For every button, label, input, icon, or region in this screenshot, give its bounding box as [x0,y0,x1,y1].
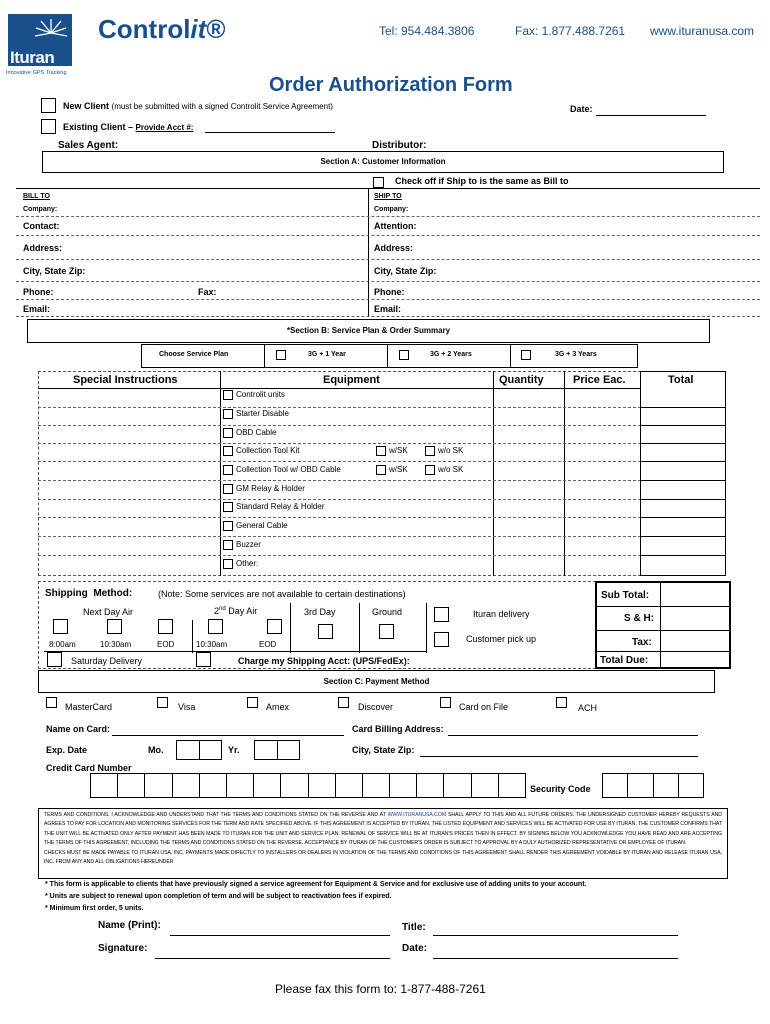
title-label: Title: [402,922,426,933]
new-client-label [63,101,333,111]
plan-2-label: 3G + 2 Years [430,351,472,358]
total-row-line [640,425,726,426]
equipment-item[interactable] [223,502,325,512]
quantity-header: Quantity [499,374,544,386]
sk-option[interactable] [376,446,408,456]
ship-divider [290,603,291,653]
time-label: EOD [157,640,175,649]
company-line[interactable] [16,216,760,217]
acct-number-field[interactable] [205,132,335,133]
ship-divider [426,603,427,653]
section-b-header [27,319,710,343]
wos-label: w/o SK [438,446,464,456]
total-row-line [640,407,726,408]
note-line: * Minimum first order, 5 units. [45,905,144,912]
mastercard-label: MasterCard [65,702,113,712]
ship-2nd-1030am-checkbox[interactable] [208,619,223,634]
time-row-rule [44,651,427,652]
equipment-item[interactable] [223,559,258,569]
ship-2nd-eod-checkbox[interactable] [267,619,282,634]
totals-line [595,651,731,652]
ship-divider [359,603,360,653]
ituran-delivery-label: Ituran delivery [473,609,530,619]
terms-part-1: TERMS AND CONDITIONS. I ACKNOWLEDGE AND UNDERSTAND THAT THE TERMS AND CONDITIONS STATED ON THE REVERSE AND AT [44,812,388,818]
equipment-item[interactable] [223,484,305,494]
terms-box [38,808,728,879]
yr-label: Yr. [228,745,240,755]
brand-pre: Control [98,14,191,44]
total-row-line [640,443,726,444]
plan-3-label: 3G + 3 Years [555,351,597,358]
city-state-label: City, State Zip: [352,745,415,755]
ship-same-checkbox[interactable] [373,177,384,188]
email-line[interactable] [16,316,760,317]
contact-line[interactable] [16,235,760,236]
ship-8am-checkbox[interactable] [53,619,68,634]
equipment-item[interactable] [223,540,261,550]
terms-part-2: SHALL APPLY TO THIS AND ALL FUTURE ORDERS. THE UNDERSIGNED CUSTOMER HEREBY REQUESTS AND AGREES TO PAY FOR LOCATION AND MONITORING SERVICES FOR THE TERM AND RATE SPECIFIED ABOVE. IF THIS AGREEMENT IS ACCEPTED BY ITURAN, THE LISTED EQUIPMENT AND SERVICES WILL BE ACTIVATED FOR USE BY ITURAN. THE CUSTOMER CONFIRMS THAT THE UNIT WILL BE ACTIVATED ONLY AFTER PAYMENT HAS BEEN MADE TO ITURAN FOR THE UNIT AND SERVICE PLAN. RENEWAL OF SERVICE WILL BE AT ITURAN'S PRICES THEN IN EFFECT. BY SIGNING BELOW YOU ACKNOWLEDGE YOU HAVE READ AND ARE ACCEPTING THE TERMS OF THIS AGREEMENT, INCLUDING THE TERMS AND CONDITIONS STATED ON THE REVERSE. ACCEPTANCE BY ITURAN OF THE CUSTOMER'S ORDER IS SUBJECT TO APPROVAL BY A DULY AUTHORIZED REPRESENTATIVE OR EMPLOYEE OF ITURAN. [44,812,722,847]
city-line[interactable] [16,281,760,282]
item-label: Collection Tool w/ OBD Cable [236,465,341,475]
saturday-checkbox[interactable] [47,652,62,667]
exp-month-split [199,740,200,760]
plan-1-checkbox[interactable] [276,350,286,360]
security-code-field[interactable] [602,773,704,798]
name-on-card-label: Name on Card: [46,724,111,734]
total-header: Total [668,374,694,386]
order-col-3 [564,371,565,576]
logo-tagline: Innovative GPS Tracking [6,70,67,76]
charge-acct-label: Charge my Shipping Acct: (UPS/FedEx): [238,656,410,666]
sk-option[interactable] [425,446,463,456]
terms-link[interactable]: WWW.ITURANUSA.COM [387,812,447,818]
cc-number-label: Credit Card Number [46,763,132,773]
bill-company-label: Company: [23,206,58,213]
sign-date-label: Date: [402,943,428,954]
equipment-item[interactable] [223,390,285,400]
city-state-field[interactable] [420,756,698,757]
attention-label: Attention: [374,221,417,231]
totals-line [595,606,731,607]
item-label: Standard Relay & Holder [236,502,325,512]
section-c-header [38,670,715,693]
time-label: 10:30am [196,640,228,649]
amex-checkbox[interactable] [247,697,258,708]
ituran-logo [6,14,74,78]
signature-label: Signature: [98,943,148,954]
provide-acct-label: Provide Acct #: [135,123,194,132]
shipping-note: (Note: Some services are not available to certain destinations) [158,589,406,599]
equipment-item[interactable] [223,428,276,438]
ship-ground-checkbox[interactable] [379,624,394,639]
bill-phone-label: Phone: [23,287,54,297]
order-row-line [38,443,641,444]
shipping-method-label: Shipping Method: [45,588,133,599]
new-client-text: New Client [63,101,110,111]
saturday-label: Saturday Delivery [71,656,143,666]
plan-divider-1 [264,344,265,368]
sign-date-field[interactable] [433,958,678,959]
ship-to-label: SHIP TO [374,193,402,200]
equipment-item[interactable] [223,446,299,456]
mastercard-checkbox[interactable] [46,697,57,708]
plan-2-checkbox[interactable] [399,350,409,360]
phone-line[interactable] [16,299,760,300]
ground-label: Ground [372,607,403,617]
time-label: EOD [259,640,277,649]
total-due-label: Total Due: [600,655,649,666]
order-row-line [38,499,641,500]
charge-acct-checkbox[interactable] [196,652,211,667]
third-day-label: 3rd Day [304,607,336,617]
ship-email-label: Email: [374,304,402,314]
existing-client-label [63,122,193,132]
ship-address-label: Address: [374,243,414,253]
plan-3-checkbox[interactable] [521,350,531,360]
name-on-card-field[interactable] [112,735,344,736]
brand-mark: ® [206,14,226,44]
item-label: Buzzer [236,540,261,550]
item-checkbox[interactable] [223,521,233,531]
ship-company-label: Company: [374,206,409,213]
ship-3rd-day-checkbox[interactable] [318,624,333,639]
exp-date-label: Exp. Date [46,745,88,755]
form-title: Order Authorization Form [269,74,513,96]
choose-plan-label: Choose Service Plan [159,351,229,358]
equipment-item[interactable] [223,465,341,475]
item-checkbox[interactable] [223,540,233,550]
contact-label: Contact: [23,221,60,231]
header-web[interactable]: www.ituranusa.com [650,24,755,38]
wos-checkbox[interactable] [425,465,435,475]
item-label: Collection Tool Kit [236,446,300,456]
sk-option[interactable] [425,465,463,475]
total-row-line [640,480,726,481]
totals-line [595,630,731,631]
card-on-file-checkbox[interactable] [440,697,451,708]
section-a-header [42,151,724,173]
brand-it: it [190,14,207,44]
bill-city-label: City, State Zip: [23,266,86,276]
note-line: * This form is applicable to clients that have previously signed a service agreement for Equipment & Service and for exclusive use of adding units to your account. [45,881,587,888]
header-tel: Tel: 954.484.3806 [379,24,475,38]
ship-eod-checkbox[interactable] [158,619,173,634]
ituran-delivery-checkbox[interactable] [434,607,449,622]
item-checkbox[interactable] [223,446,233,456]
exp-year-split [277,740,278,760]
order-col-1 [220,371,221,576]
time-label: 10:30am [100,640,132,649]
second-day-label [214,606,257,616]
item-checkbox[interactable] [223,559,233,569]
order-row-line [38,425,641,426]
item-checkbox[interactable] [223,390,233,400]
order-row-line [38,517,641,518]
sh-label: S & H: [624,613,654,624]
item-checkbox[interactable] [223,484,233,494]
existing-client-text: Existing Client – [63,122,136,132]
ship-divider [192,620,193,653]
ship-phone-label: Phone: [374,287,405,297]
ws-checkbox[interactable] [376,465,386,475]
ach-label: ACH [578,703,598,713]
new-client-checkbox[interactable] [41,98,56,113]
mo-label: Mo. [148,745,164,755]
time-label: 8:00am [49,640,76,649]
address-line[interactable] [16,259,760,260]
visa-label: Visa [178,702,196,712]
tax-label: Tax: [632,637,652,648]
total-row-line [640,517,726,518]
second-day-sup: nd [219,606,226,612]
total-row-line [640,536,726,537]
ws-label: w/SK [389,446,408,456]
section-a-title: Section A: Customer Information [320,157,446,166]
item-checkbox[interactable] [223,502,233,512]
item-label: GM Relay & Holder [236,484,305,494]
ship-same-label: Check off if Ship to is the same as Bill to [395,176,569,186]
total-row-line [640,499,726,500]
sub-total-label: Sub Total: [601,590,650,601]
cc-number-field[interactable] [90,773,526,798]
item-label: OBD Cable [236,428,277,438]
header-fax: Fax: 1.877.488.7261 [515,24,626,38]
equipment-item[interactable] [223,409,289,419]
brand-title [98,14,225,45]
bill-email-label: Email: [23,304,51,314]
customer-pickup-checkbox[interactable] [434,632,449,647]
sk-option[interactable] [376,465,408,475]
item-label: Other: [236,559,259,569]
order-row-line [38,536,641,537]
name-print-label: Name (Print): [98,920,161,931]
order-row-line [38,407,641,408]
note-line: * Units are subject to renewal upon completion of term and will be subject to reactivation fees if expired. [45,893,392,900]
footer-fax-note: Please fax this form to: 1-877-488-7261 [275,982,486,996]
discover-checkbox[interactable] [338,697,349,708]
second-day-num: 2 [214,606,220,616]
totals-divider [660,581,661,669]
signature-field[interactable] [155,958,390,959]
order-row-line [38,480,641,481]
plan-divider-2 [387,344,388,368]
instructions-header: Special Instructions [73,374,178,386]
wos-checkbox[interactable] [425,446,435,456]
item-checkbox[interactable] [223,428,233,438]
total-row-line [640,555,726,556]
section-a-divider [368,188,369,316]
order-row-line [38,555,641,556]
billing-address-label: Card Billing Address: [352,724,444,734]
equipment-item[interactable] [223,521,288,531]
existing-client-checkbox[interactable] [41,119,56,134]
second-day-rest: Day Air [225,606,258,616]
next-day-label: Next Day Air [83,607,134,617]
section-a-rule [16,188,760,189]
item-checkbox[interactable] [223,409,233,419]
plan-1-label: 3G + 1 Year [308,351,346,358]
order-row-line [38,461,641,462]
order-col-2 [493,371,494,576]
ship-city-label: City, State Zip: [374,266,437,276]
bill-address-label: Address: [23,243,63,253]
globe-icon [34,17,68,49]
discover-label: Discover [358,702,394,712]
billing-address-field[interactable] [448,735,698,736]
terms-text [44,811,722,867]
ws-label: w/SK [389,465,408,475]
security-code-label: Security Code [530,784,591,794]
wos-label: w/o SK [438,465,464,475]
ship-1030am-checkbox[interactable] [107,619,122,634]
title-field[interactable] [433,935,678,936]
price-header: Price Eac. [573,374,626,386]
section-c-title: Section C: Payment Method [323,677,430,686]
item-label: General Cable [236,521,288,531]
total-column [640,371,726,576]
new-client-note: (must be submitted with a signed Controlit Service Agreement) [111,102,333,111]
terms-part-3: CHECKS MUST BE MADE PAYABLE TO ITURAN USA, INC. PAYMENTS MADE DIRECTLY TO INSTALLERS OR DEALERS IN VIOLATION OF THE TERMS AND CONDITIONS OF THIS AGREEMENT SHALL RENDER THIS AGREEMENT VOIDABLE BY ITURAN AND RELEASE ITURAN USA, INC. FROM ANY AND ALL OBLIGATIONS HEREUNDER [44,849,722,866]
customer-pickup-label: Customer pick up [466,634,537,644]
total-row-line [640,461,726,462]
amex-label: Amex [266,702,290,712]
date-label: Date: [570,104,593,114]
date-field[interactable] [596,115,706,116]
section-b-title: *Section B: Service Plan & Order Summary [286,326,451,335]
ws-checkbox[interactable] [376,446,386,456]
logo-text: Ituran [10,48,55,67]
name-print-field[interactable] [170,935,390,936]
plan-divider-3 [510,344,511,368]
distributor-label: Distributor: [372,140,427,151]
order-header-rule [38,388,641,389]
item-label: Starter Disable [236,409,289,419]
visa-checkbox[interactable] [157,697,168,708]
sales-agent-label: Sales Agent: [58,140,119,151]
item-checkbox[interactable] [223,465,233,475]
ach-checkbox[interactable] [556,697,567,708]
bill-to-label: BILL TO [23,193,50,200]
equipment-header: Equipment [323,374,380,386]
item-label: Controlit units [236,390,285,400]
bill-fax-label: Fax: [198,287,217,297]
card-on-file-label: Card on File [459,702,509,712]
